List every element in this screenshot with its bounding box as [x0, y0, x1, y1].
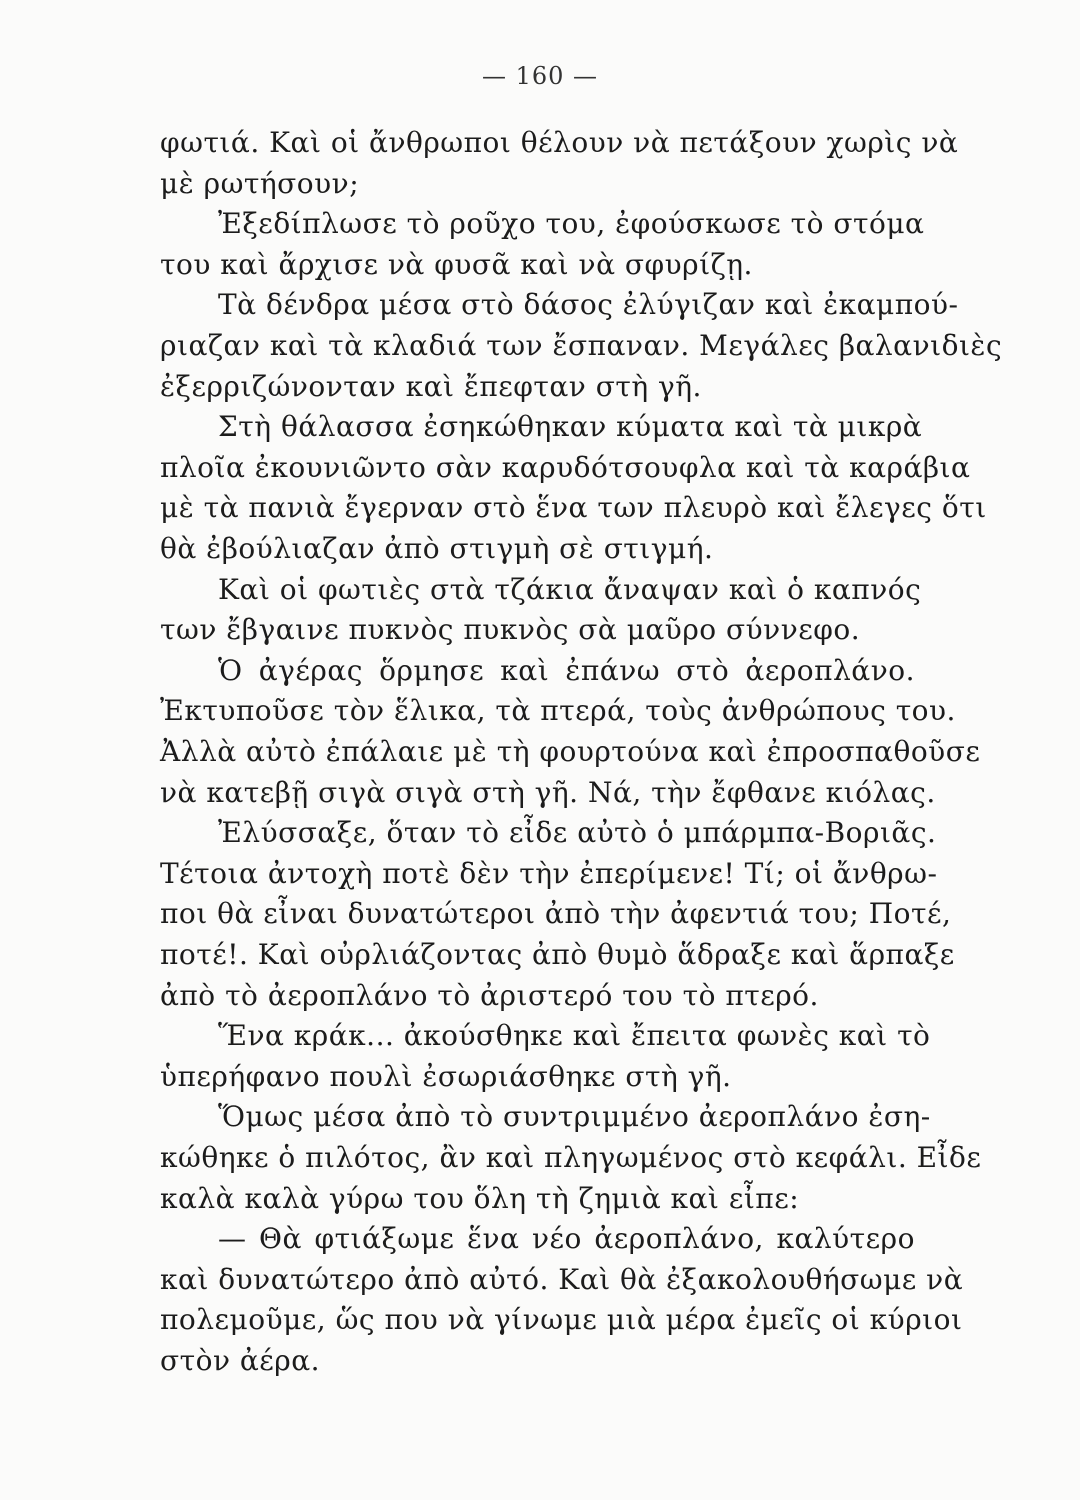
- text-line: μὲ ρωτήσουν;: [160, 167, 360, 200]
- text-line: Τέτοια ἀντοχὴ ποτὲ δὲν τὴν ἐπερίμενε! Τί; οἱ ἄνθρω-: [160, 857, 938, 890]
- text-line: των ἔβγαινε πυκνὸς πυκνὸς σὰ μαῦρο σύννεφο.: [160, 613, 861, 646]
- text-line: φωτιά. Καὶ οἱ ἄνθρωποι θέλουν νὰ πετάξουν χωρὶς νὰ: [160, 126, 959, 159]
- text-line: Καὶ οἱ φωτιὲς στὰ τζάκια ἄναψαν καὶ ὁ καπνός: [218, 573, 922, 606]
- text-line: πλοῖα ἐκουνιῶντο σὰν καρυδότσουφλα καὶ τὰ καράβια: [160, 451, 971, 484]
- text-line: Ἕνα κράκ... ἀκούσθηκε καὶ ἔπειτα φωνὲς καὶ τὸ: [218, 1019, 931, 1052]
- text-line: πολεμοῦμε, ὥς που νὰ γίνωμε μιὰ μέρα ἐμεῖς οἱ κύριοι: [160, 1303, 963, 1336]
- page-number: — 160 —: [481, 62, 599, 90]
- text-line: ποτέ!. Καὶ οὐρλιάζοντας ἀπὸ θυμὸ ἅδραξε καὶ ἅρπαξε: [160, 938, 955, 971]
- text-line: ριαζαν καὶ τὰ κλαδιά των ἔσπαναν. Μεγάλες βαλανιδιὲς: [160, 329, 1003, 362]
- text-line: Στὴ θάλασσα ἐσηκώθηκαν κύματα καὶ τὰ μικρὰ: [218, 410, 923, 443]
- text-line: καλὰ καλὰ γύρω του ὅλη τὴ ζημιὰ καὶ εἶπε:: [160, 1182, 800, 1215]
- text-line: Ἐλύσσαξε, ὅταν τὸ εἶδε αὐτὸ ὁ μπάρμπα-Βοριᾶς.: [218, 816, 937, 849]
- text-line: του καὶ ἄρχισε νὰ φυσᾶ καὶ νὰ σφυρίζῃ.: [160, 248, 753, 281]
- text-line: Ὁ ἀγέρας ὅρμησε καὶ ἐπάνω στὸ ἀεροπλάνο.: [218, 654, 915, 687]
- text-line: Τὰ δένδρα μέσα στὸ δάσος ἐλύγιζαν καὶ ἐκαμπού-: [218, 288, 959, 321]
- text-line: νὰ κατεβῇ σιγὰ σιγὰ στὴ γῆ. Νά, τὴν ἔφθανε κιόλας.: [160, 776, 936, 809]
- text-line: Ἐξεδίπλωσε τὸ ροῦχο του, ἐφούσκωσε τὸ στόμα: [218, 207, 925, 240]
- text-line: Ἀλλὰ αὐτὸ ἐπάλαιε μὲ τὴ φουρτούνα καὶ ἐπροσπαθοῦσε: [160, 735, 981, 768]
- text-line: κώθηκε ὁ πιλότος, ἂν καὶ πληγωμένος στὸ κεφάλι. Εἶδε: [160, 1141, 982, 1174]
- text-line: Ὅμως μέσα ἀπὸ τὸ συντριμμένο ἀεροπλάνο ἐση-: [218, 1100, 931, 1133]
- text-line: — Θὰ φτιάξωμε ἕνα νέο ἀεροπλάνο, καλύτερο: [218, 1222, 915, 1255]
- text-line: καὶ δυνατώτερο ἀπὸ αὐτό. Καὶ θὰ ἐξακολουθήσωμε νὰ: [160, 1263, 964, 1296]
- text-line: στὸν ἀέρα.: [160, 1344, 321, 1377]
- text-line: Ἐκτυποῦσε τὸν ἕλικα, τὰ πτερά, τοὺς ἀνθρώπους του.: [160, 694, 956, 727]
- text-line: ὑπερήφανο πουλὶ ἐσωριάσθηκε στὴ γῆ.: [160, 1060, 732, 1093]
- text-line: θὰ ἐβούλιαζαν ἀπὸ στιγμὴ σὲ στιγμή.: [160, 532, 714, 565]
- text-line: ἀπὸ τὸ ἀεροπλάνο τὸ ἀριστερό του τὸ πτερό.: [160, 979, 819, 1012]
- text-line: μὲ τὰ πανιὰ ἔγερναν στὸ ἕνα των πλευρὸ καὶ ἔλεγες ὅτι: [160, 491, 987, 524]
- text-line: ἐξερριζώνονταν καὶ ἔπεφταν στὴ γῆ.: [160, 370, 702, 403]
- text-line: ποι θὰ εἶναι δυνατώτεροι ἀπὸ τὴν ἀφεντιά του; Ποτέ,: [160, 897, 952, 930]
